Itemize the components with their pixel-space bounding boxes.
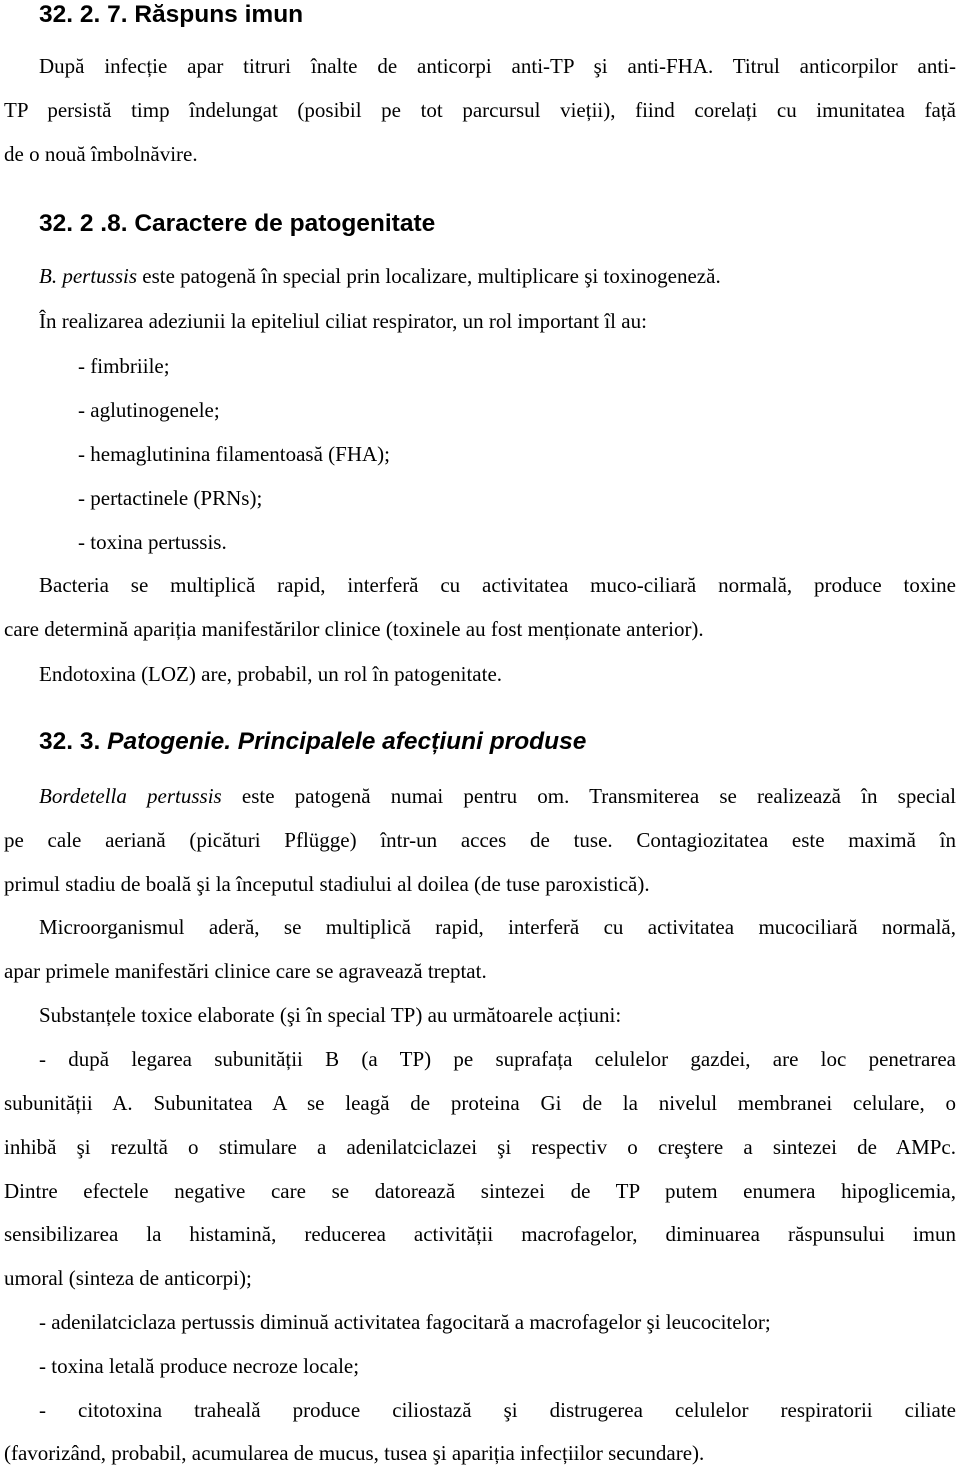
heading-caractere-patogenitate: 32. 2 .8. Caractere de patogenitate: [39, 210, 436, 237]
paragraph-line: umoral (sinteza de anticorpi);: [4, 1266, 252, 1290]
paragraph-line: După infecție apar titruri înalte de anticorpi anti-TP şi anti-FHA. Titrul anticorpilor anti-: [39, 54, 956, 78]
paragraph-line: care determină apariția manifestărilor clinice (toxinele au fost menționate anterior).: [4, 617, 704, 641]
heading-raspuns-imun: 32. 2. 7. Răspuns imun: [39, 1, 304, 28]
list-item: - hemaglutinina filamentoasă (FHA);: [78, 442, 390, 466]
list-item: - toxina pertussis.: [78, 530, 227, 554]
list-item: - fimbriile;: [78, 354, 170, 378]
paragraph-line: Bordetella pertussis este patogenă numai pentru om. Transmiterea se realizează în special: [39, 784, 956, 808]
paragraph-line: - citotoxina trahealǎ produce ciliostază şi distrugerea celulelor respiratorii ciliate: [39, 1398, 956, 1422]
paragraph-line: - toxina letală produce necroze locale;: [39, 1354, 360, 1378]
heading-patogenie: 32. 3. Patogenie. Principalele afecțiuni produse: [39, 728, 587, 755]
list-item: - pertactinele (PRNs);: [78, 486, 263, 510]
species-name: Bordetella pertussis: [39, 784, 222, 808]
paragraph-line: (favorizând, probabil, acumularea de mucus, tusea şi apariția infecțiilor secundare).: [4, 1441, 705, 1465]
paragraph-line: Dintre efectele negative care se datorează sintezei de TP putem enumera hipoglicemia,: [4, 1179, 956, 1203]
paragraph-line: pe cale aeriană (picături Pflügge) într-un acces de tuse. Contagiozitatea este maximă în: [4, 828, 956, 852]
paragraph-line: - adenilatciclaza pertussis diminuă activitatea fagocitară a macrofagelor şi leucocitelor;: [39, 1310, 771, 1334]
paragraph-line: TP persistă timp îndelungat (posibil pe tot parcursul vieții), fiind corelați cu imunitatea față: [4, 98, 956, 122]
paragraph-line: B. pertussis este patogenă în special prin localizare, multiplicare şi toxinogeneză.: [39, 264, 721, 288]
paragraph-line: Substanțele toxice elaborate (şi în special TP) au următoarele acțiuni:: [39, 1003, 622, 1027]
paragraph-line: subunității A. Subunitatea A se leagă de proteina Gi de la nivelul membranei celulare, o: [4, 1091, 956, 1115]
paragraph-line: - după legarea subunității B (a TP) pe suprafața celulelor gazdei, are loc penetrarea: [39, 1047, 956, 1071]
paragraph-line: apar primele manifestări clinice care se agravează treptat.: [4, 959, 487, 983]
list-item: - aglutinogenele;: [78, 398, 220, 422]
species-name: B. pertussis: [39, 264, 138, 288]
paragraph-line: Microorganismul aderă, se multiplică rapid, interferă cu activitatea mucociliară normală,: [39, 915, 956, 939]
paragraph-line: Bacteria se multiplică rapid, interferă cu activitatea muco-ciliară normală, produce toxine: [39, 573, 956, 597]
paragraph-line: În realizarea adeziunii la epiteliul ciliat respirator, un rol important îl au:: [39, 309, 647, 333]
paragraph-line: inhibă şi rezultă o stimulare a adenilatciclazei şi respectiv o creştere a sintezei de AMPc.: [4, 1135, 956, 1159]
paragraph-line: primul stadiu de boală şi la începutul stadiului al doilea (de tuse paroxistică).: [4, 872, 650, 896]
paragraph-line: de o nouă îmbolnăvire.: [4, 142, 198, 166]
paragraph-line: Endotoxina (LOZ) are, probabil, un rol în patogenitate.: [39, 662, 503, 686]
paragraph-line: sensibilizarea la histamină, reducerea activității macrofagelor, diminuarea răspunsului imun: [4, 1222, 956, 1246]
